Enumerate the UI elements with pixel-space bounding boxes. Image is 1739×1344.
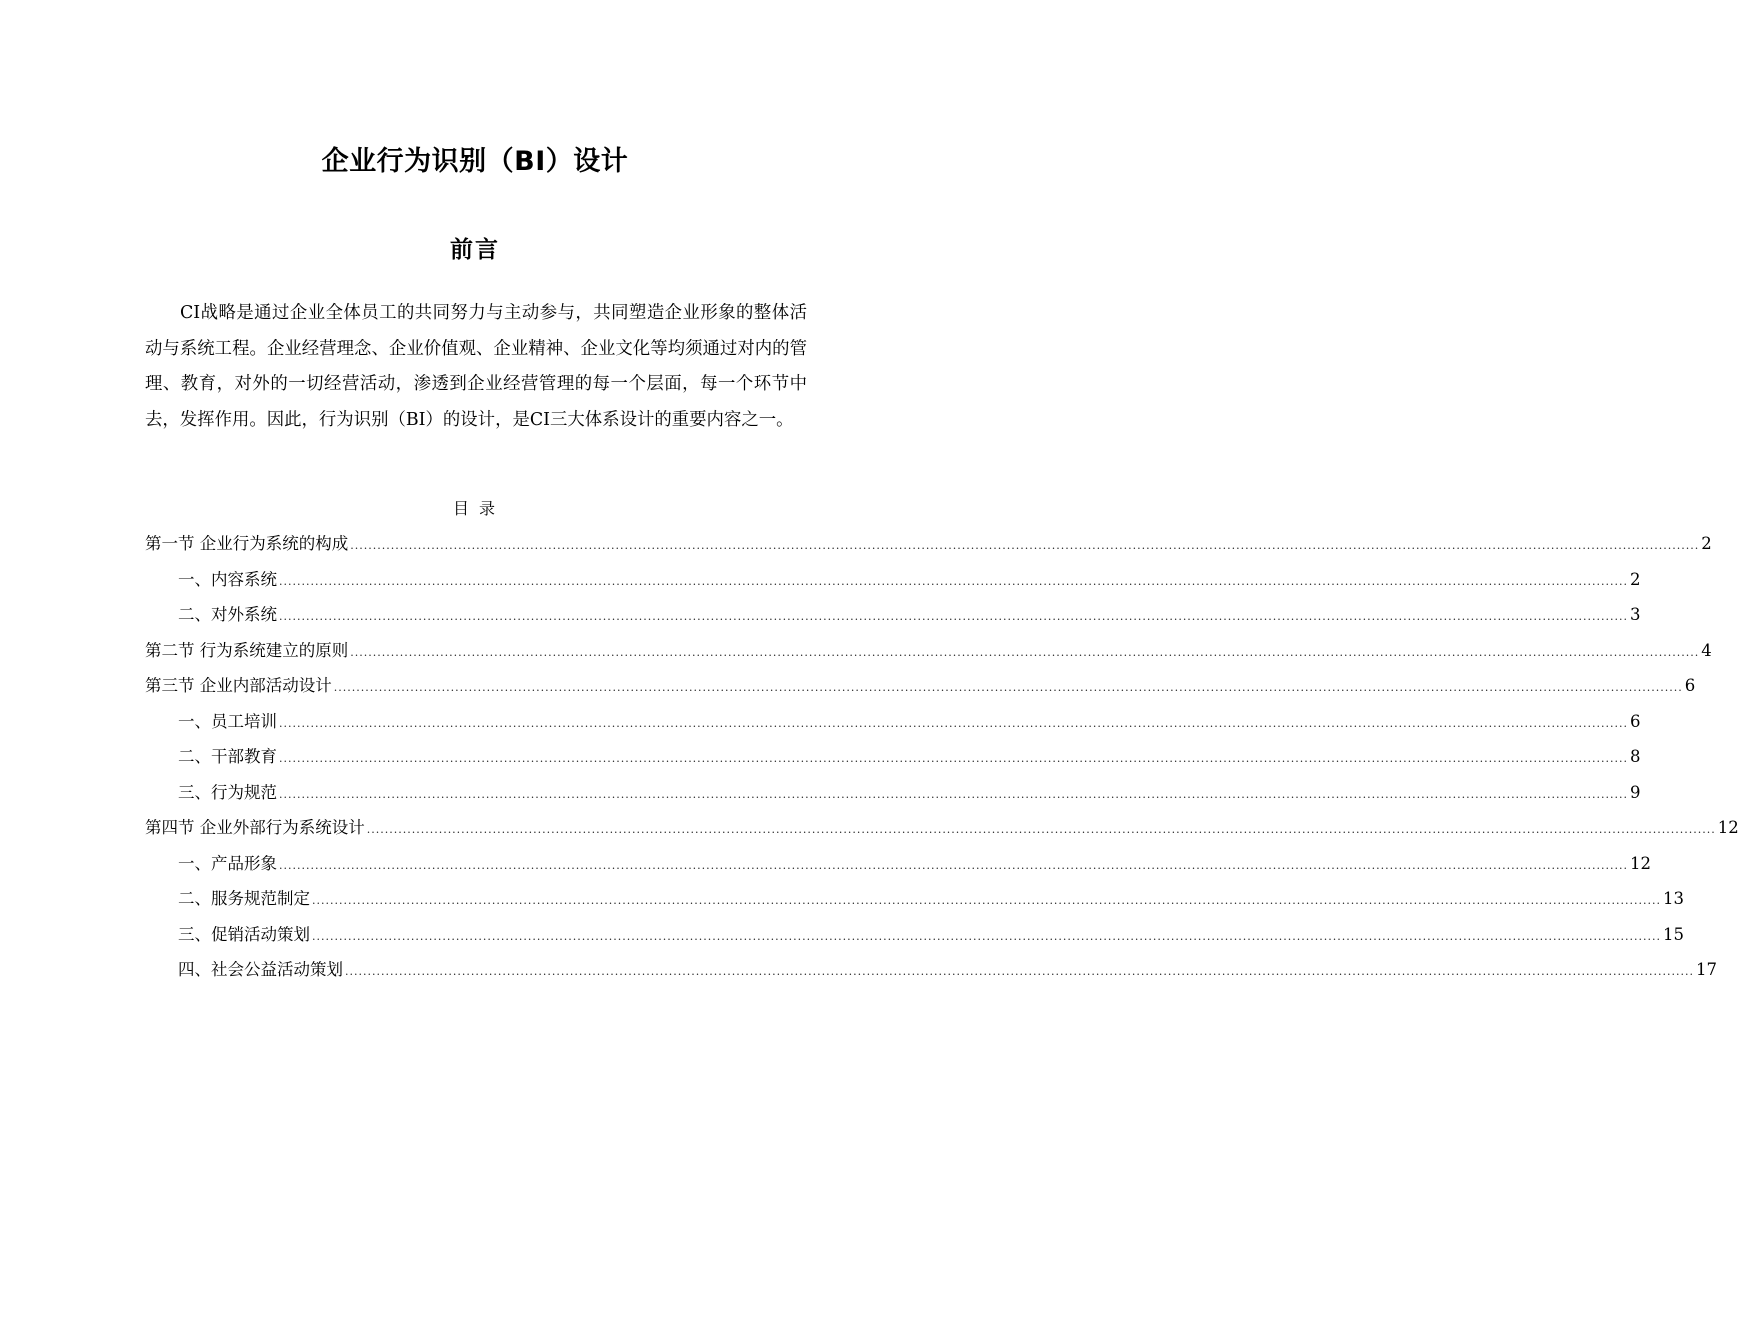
toc-page-number: 17 bbox=[1695, 960, 1717, 979]
toc-page-number: 15 bbox=[1662, 924, 1684, 944]
toc-entry-title: 第二节 行为系统建立的原则 bbox=[145, 640, 349, 660]
toc-page-number: 6 bbox=[1684, 676, 1696, 695]
toc-entry[interactable] bbox=[145, 597, 1641, 633]
toc-page-number: 8 bbox=[1629, 747, 1641, 766]
toc-entry-title: 二、服务规范制定 bbox=[178, 889, 310, 908]
toc-entry[interactable] bbox=[145, 668, 1696, 704]
document-title: 企业行为识别（BI）设计 bbox=[321, 146, 629, 177]
preface-heading: 前言 bbox=[450, 237, 500, 263]
toc-dot-leader: ............................................................................................................................................................................................................................................................................................................ bbox=[279, 787, 1628, 801]
toc-page-number: 12 bbox=[1629, 853, 1651, 873]
preface-paragraph: CI战略是通过企业全体员工的共同努力与主动参与，共同塑造企业形象的整体活动与系统工程。企业经营理念、企业价值观、企业精神、企业文化等均须通过对内的管理、教育，对外的一切经营活动，渗透到企业经营管理的每一个层面，每一个环节中去，发挥作用。因此，行为识别（BI）的设计，是CI三大体系设计的重要内容之一。 bbox=[145, 303, 807, 430]
toc-dot-leader: ............................................................................................................................................................................................................................................................................................................ bbox=[333, 681, 1683, 694]
toc-entry-title: 第三节 企业内部活动设计 bbox=[145, 676, 332, 695]
toc-entry[interactable] bbox=[145, 917, 1684, 953]
toc-dot-leader: ............................................................................................................................................................................................................................................................................................................ bbox=[345, 965, 1694, 978]
toc-entry-title: 第一节 企业行为系统的构成 bbox=[145, 534, 349, 553]
toc-entry-title: 三、促销活动策划 bbox=[178, 924, 310, 944]
toc-dot-leader: ............................................................................................................................................................................................................................................................................................................ bbox=[366, 823, 1716, 836]
toc-page-number: 4 bbox=[1701, 640, 1712, 660]
toc-page-number: 6 bbox=[1629, 711, 1641, 731]
toc-page-number: 9 bbox=[1629, 782, 1641, 802]
toc-entry-title: 二、干部教育 bbox=[178, 747, 277, 766]
toc-entry-title: 四、社会公益活动策划 bbox=[178, 960, 343, 979]
toc-dot-leader: ............................................................................................................................................................................................................................................................................................................ bbox=[279, 574, 1628, 588]
toc-page-number: 2 bbox=[1629, 569, 1641, 589]
toc-page-number: 13 bbox=[1662, 889, 1684, 908]
toc-dot-leader: ............................................................................................................................................................................................................................................................................................................ bbox=[350, 539, 1700, 552]
toc-entry-title: 一、员工培训 bbox=[178, 711, 277, 731]
toc-entry[interactable] bbox=[145, 633, 1712, 669]
toc-dot-leader: ............................................................................................................................................................................................................................................................................................................ bbox=[279, 610, 1628, 623]
toc-entry[interactable] bbox=[145, 846, 1651, 882]
toc-page-number: 2 bbox=[1701, 534, 1712, 553]
toc-entry[interactable] bbox=[145, 952, 1717, 988]
toc-dot-leader: ............................................................................................................................................................................................................................................................................................................ bbox=[350, 645, 1700, 659]
toc-entry[interactable] bbox=[145, 881, 1684, 917]
toc-entry[interactable] bbox=[145, 775, 1641, 811]
toc-dot-leader: ............................................................................................................................................................................................................................................................................................................ bbox=[279, 716, 1628, 730]
toc-heading: 目录 bbox=[452, 499, 505, 518]
toc-entry[interactable] bbox=[145, 562, 1641, 598]
toc-entry[interactable] bbox=[145, 526, 1712, 562]
toc-entry-title: 一、内容系统 bbox=[178, 569, 277, 589]
toc-entry-title: 一、产品形象 bbox=[178, 853, 277, 873]
table-of-contents bbox=[145, 526, 1739, 988]
toc-dot-leader: ............................................................................................................................................................................................................................................................................................................ bbox=[312, 929, 1661, 943]
toc-entry[interactable] bbox=[145, 739, 1641, 775]
toc-entry[interactable] bbox=[145, 704, 1641, 740]
toc-dot-leader: ............................................................................................................................................................................................................................................................................................................ bbox=[279, 752, 1628, 765]
toc-entry[interactable] bbox=[145, 810, 1739, 846]
toc-entry-title: 第四节 企业外部行为系统设计 bbox=[145, 818, 365, 837]
toc-page-number: 12 bbox=[1717, 818, 1739, 837]
toc-entry-title: 二、对外系统 bbox=[178, 605, 277, 624]
toc-dot-leader: ............................................................................................................................................................................................................................................................................................................ bbox=[312, 894, 1661, 907]
toc-page-number: 3 bbox=[1629, 605, 1641, 624]
toc-entry-title: 三、行为规范 bbox=[178, 782, 277, 802]
toc-dot-leader: ............................................................................................................................................................................................................................................................................................................ bbox=[279, 858, 1628, 872]
